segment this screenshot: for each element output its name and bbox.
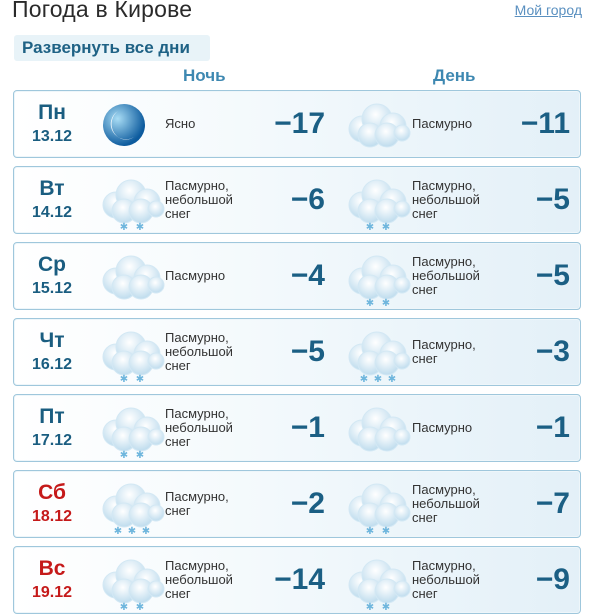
night-temperature: −2 — [290, 487, 325, 520]
day-description: Пасмурно, небольшой снег — [412, 178, 480, 221]
night-description: Пасмурно — [165, 268, 226, 283]
night-description: Пасмурно, небольшой снег — [165, 178, 233, 221]
overcast-cloud-icon — [340, 97, 416, 155]
forecast-row[interactable] — [13, 242, 581, 310]
svg-text:✱: ✱ — [365, 526, 375, 535]
cloud-light-snow-icon — [340, 477, 416, 535]
night-temperature: −4 — [290, 259, 325, 292]
day-cell — [14, 547, 90, 613]
my-city-link[interactable]: Мой город — [514, 2, 582, 18]
svg-text:✱: ✱ — [365, 298, 375, 307]
night-temperature: −1 — [290, 411, 325, 444]
cloud-light-snow-icon — [340, 553, 416, 611]
night-description: Пасмурно, небольшой снег — [165, 406, 233, 449]
night-temperature: −14 — [274, 563, 325, 596]
cloud-light-snow-icon — [340, 249, 416, 307]
svg-text:✱: ✱ — [119, 222, 129, 231]
svg-text:✱: ✱ — [141, 526, 151, 535]
day-temperature: −5 — [535, 183, 570, 216]
weekday-label: Вт — [39, 177, 65, 200]
date-label: 15.12 — [31, 280, 73, 297]
weekday-label: Вс — [38, 557, 66, 580]
day-temperature: −1 — [535, 411, 570, 444]
cloud-light-snow-icon — [94, 401, 170, 459]
svg-text:✱: ✱ — [365, 222, 375, 231]
day-temperature: −5 — [535, 259, 570, 292]
day-cell — [14, 167, 90, 233]
date-label: 16.12 — [31, 356, 73, 373]
forecast-row[interactable] — [13, 394, 581, 462]
night-description: Пасмурно, снег — [165, 489, 229, 518]
day-description: Пасмурно, небольшой снег — [412, 254, 480, 297]
day-cell — [14, 395, 90, 461]
svg-text:✱: ✱ — [135, 374, 145, 383]
night-description: Ясно — [165, 116, 196, 131]
overcast-cloud-icon — [340, 401, 416, 459]
weekday-label: Сб — [38, 481, 66, 504]
day-description: Пасмурно, снег — [412, 337, 476, 366]
svg-text:✱: ✱ — [381, 602, 391, 611]
svg-text:✱: ✱ — [381, 298, 391, 307]
cloud-snow-icon — [94, 477, 170, 535]
day-temperature: −7 — [535, 487, 570, 520]
night-temperature: −17 — [274, 107, 325, 140]
day-cell — [14, 471, 90, 537]
forecast-row[interactable] — [13, 166, 581, 234]
day-cell — [14, 243, 90, 309]
weekday-label: Ср — [38, 253, 66, 276]
svg-text:✱: ✱ — [381, 222, 391, 231]
cloud-snow-icon — [340, 325, 416, 383]
page-title: Погода в Кирове — [12, 0, 193, 22]
cloud-light-snow-icon — [94, 173, 170, 231]
day-temperature: −9 — [535, 563, 570, 596]
day-temperature: −11 — [520, 107, 570, 140]
svg-text:✱: ✱ — [119, 374, 129, 383]
svg-text:✱: ✱ — [119, 450, 129, 459]
svg-text:✱: ✱ — [373, 374, 383, 383]
date-label: 14.12 — [31, 204, 73, 221]
day-description: Пасмурно — [412, 116, 473, 131]
weekday-label: Пт — [39, 405, 65, 428]
day-description: Пасмурно — [412, 420, 473, 435]
cloud-light-snow-icon — [340, 173, 416, 231]
day-description: Пасмурно, небольшой снег — [412, 558, 480, 601]
overcast-cloud-icon — [94, 249, 170, 307]
forecast-row[interactable] — [13, 90, 581, 158]
expand-all-days-button[interactable]: Развернуть все дни — [14, 35, 210, 61]
svg-text:✱: ✱ — [359, 374, 369, 383]
day-cell — [14, 91, 90, 157]
cloud-light-snow-icon — [94, 325, 170, 383]
date-label: 13.12 — [31, 128, 73, 145]
svg-text:✱: ✱ — [135, 450, 145, 459]
night-description: Пасмурно, небольшой снег — [165, 330, 233, 373]
day-temperature: −3 — [535, 335, 570, 368]
day-cell — [14, 319, 90, 385]
clear-night-moon-icon — [94, 97, 170, 155]
day-column-header: День — [433, 66, 476, 85]
svg-text:✱: ✱ — [135, 222, 145, 231]
night-column-header: Ночь — [183, 66, 226, 85]
svg-text:✱: ✱ — [113, 526, 123, 535]
day-description: Пасмурно, небольшой снег — [412, 482, 480, 525]
date-label: 19.12 — [31, 584, 73, 601]
night-description: Пасмурно, небольшой снег — [165, 558, 233, 601]
svg-text:✱: ✱ — [135, 602, 145, 611]
night-temperature: −5 — [290, 335, 325, 368]
forecast-row[interactable] — [13, 546, 581, 614]
forecast-row[interactable] — [13, 470, 581, 538]
svg-text:✱: ✱ — [127, 526, 137, 535]
forecast-row[interactable] — [13, 318, 581, 386]
svg-text:✱: ✱ — [365, 602, 375, 611]
cloud-light-snow-icon — [94, 553, 170, 611]
night-temperature: −6 — [290, 183, 325, 216]
svg-text:✱: ✱ — [381, 526, 391, 535]
date-label: 17.12 — [31, 432, 73, 449]
weekday-label: Чт — [39, 329, 65, 352]
svg-text:✱: ✱ — [119, 602, 129, 611]
weekday-label: Пн — [38, 101, 66, 124]
date-label: 18.12 — [31, 508, 73, 525]
svg-text:✱: ✱ — [387, 374, 397, 383]
